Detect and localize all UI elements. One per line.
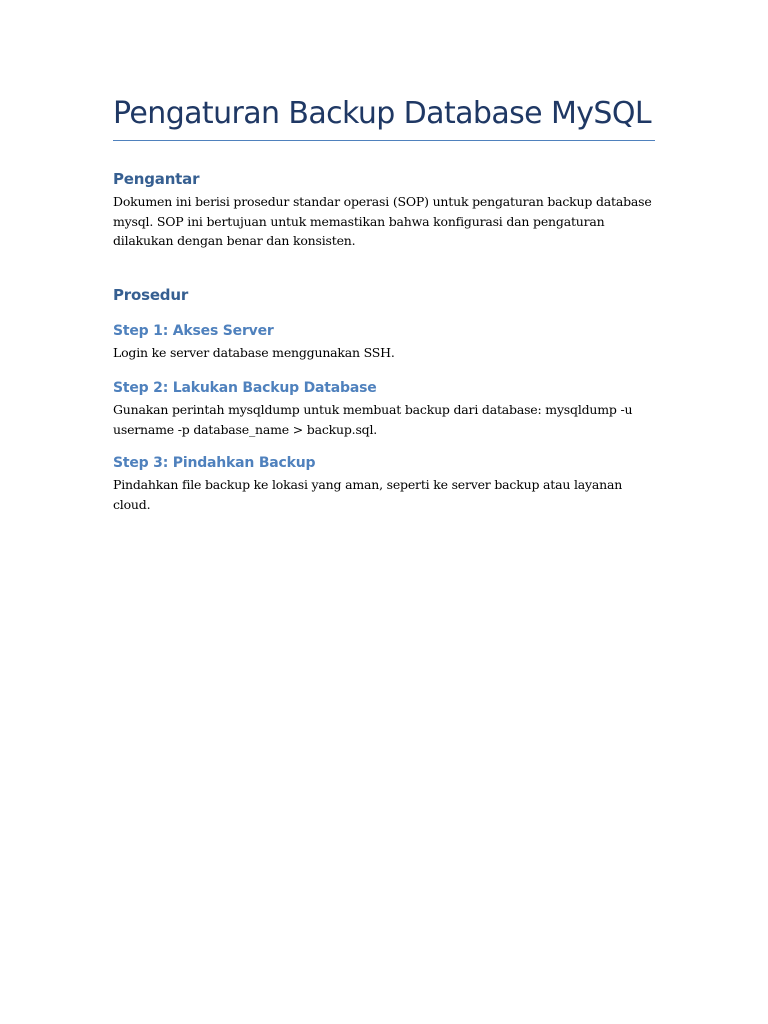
- title-underline: [113, 140, 655, 141]
- section-heading-prosedur: Prosedur: [113, 285, 189, 304]
- section-heading-pengantar: Pengantar: [113, 170, 200, 188]
- step-heading-3: Step 3: Pindahkan Backup: [113, 455, 316, 471]
- step-heading-2: Step 2: Lakukan Backup Database: [113, 380, 377, 396]
- document-content: [113, 94, 655, 514]
- section-body-pengantar: Dokumen ini berisi prosedur standar operasi (SOP) untuk pengaturan backup database mysql. SOP ini bertujuan untuk memastikan bahwa konfigurasi dan pengaturan dilakukan dengan benar dan konsisten.: [113, 194, 652, 248]
- step-body-3: Pindahkan file backup ke lokasi yang aman, seperti ke server backup atau layanan cloud.: [113, 477, 623, 512]
- step-heading-1: Step 1: Akses Server: [113, 322, 274, 339]
- document-title: Pengaturan Backup Database MySQL: [113, 96, 651, 131]
- step-body-2: Gunakan perintah mysqldump untuk membuat backup dari database: mysqldump -u username -p database_name > backup.sql.: [113, 402, 633, 437]
- step-body-1: Login ke server database menggunakan SSH.: [113, 344, 395, 360]
